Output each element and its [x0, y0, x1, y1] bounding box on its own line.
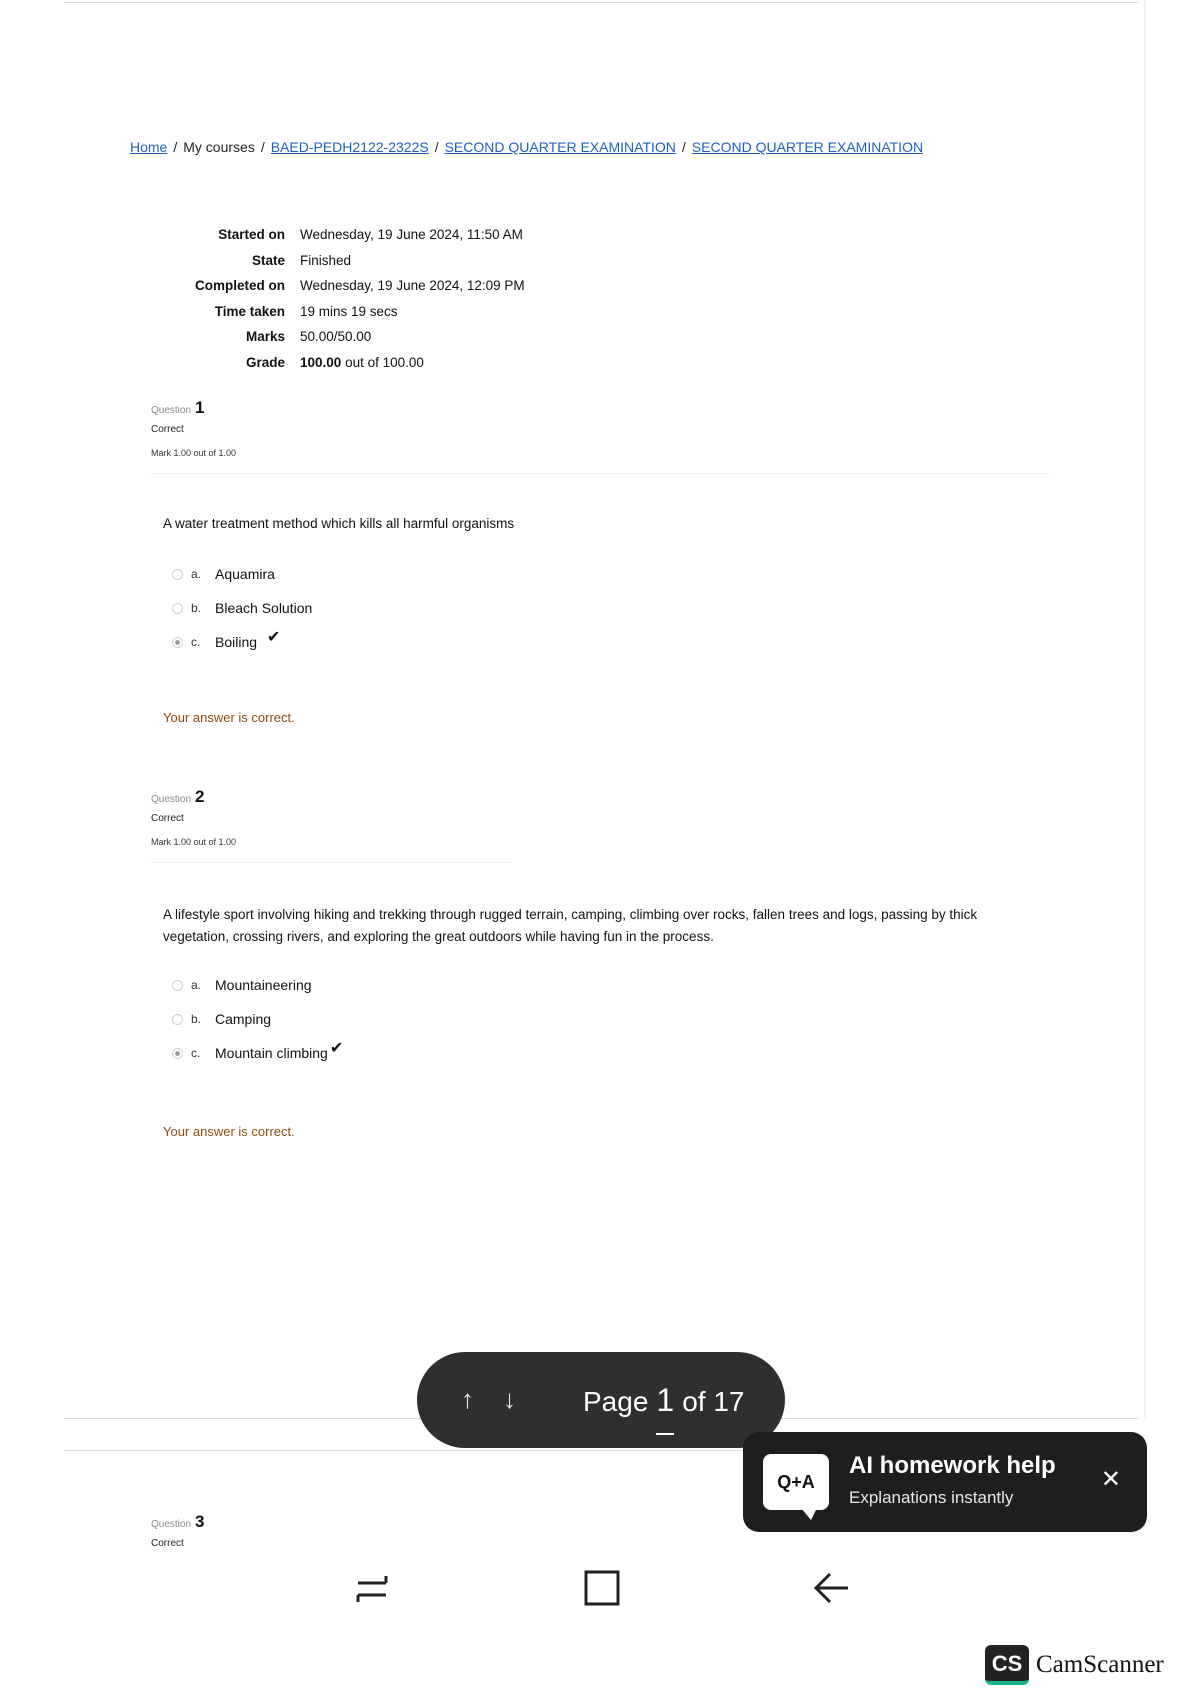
breadcrumb-home-link[interactable]: Home: [130, 139, 168, 155]
question-2-option-a[interactable]: a. Mountaineering: [172, 975, 312, 995]
recent-apps-icon[interactable]: [352, 1568, 392, 1608]
camscanner-watermark: CamScanner: [1036, 1651, 1164, 1678]
question-1-text: A water treatment method which kills all harmful organisms: [163, 516, 515, 531]
question-2-option-c[interactable]: c. Mountain climbing ✔: [172, 1043, 343, 1063]
radio-option-a[interactable]: [172, 980, 183, 991]
question-2-text: A lifestyle sport involving hiking and trekking through rugged terrain, camping, climbing over rocks, fallen trees and logs, passing by thick vegetation, crossing rivers, and exploring the great outdoors while having fun in the process.: [163, 907, 978, 944]
back-arrow-icon[interactable]: [812, 1568, 852, 1608]
breadcrumb-my-courses[interactable]: My courses: [183, 139, 255, 155]
question-1-divider: [150, 473, 1050, 474]
summary-row-time-taken: Time taken 19 mins 19 secs: [214, 303, 398, 319]
camscanner-logo: CS: [985, 1645, 1029, 1685]
summary-row-started: Started on Wednesday, 19 June 2024, 11:50 AM: [218, 227, 523, 243]
question-1-option-b[interactable]: b. Bleach Solution: [172, 598, 312, 618]
page-navigator: [417, 1352, 785, 1448]
summary-row-marks: Marks 50.00/50.00: [245, 329, 372, 345]
ai-homework-help-banner[interactable]: [743, 1432, 1147, 1532]
question-1-state: Correct: [151, 424, 184, 435]
close-icon[interactable]: ✕: [1100, 1466, 1121, 1493]
qa-chat-icon: Q+A: [763, 1454, 829, 1510]
radio-option-c-selected[interactable]: [172, 637, 183, 648]
current-page-number[interactable]: 1: [656, 1382, 675, 1418]
question-3-state: Correct: [151, 1538, 184, 1546]
summary-row-grade: Grade 100.00 out of 100.00: [245, 354, 424, 370]
grade-out-of: out of 100.00: [345, 354, 424, 370]
question-1-mark: Mark 1.00 out of 1.00: [151, 448, 237, 458]
summary-row-state: State Finished: [251, 252, 352, 268]
question-2-state: Correct: [151, 813, 184, 824]
summary-row-completed: Completed on Wednesday, 19 June 2024, 12:09 PM: [195, 278, 525, 294]
correct-check-icon: ✔: [267, 629, 281, 646]
page-indicator: Page 1 of 17: [583, 1382, 745, 1418]
question-2-number: Question 2: [151, 787, 205, 806]
toast-title: AI homework help: [849, 1452, 1056, 1479]
attempt-summary-table: [150, 222, 525, 375]
radio-option-a[interactable]: [172, 569, 183, 580]
breadcrumb-course-link[interactable]: BAED-PEDH2122-2322S: [270, 139, 429, 155]
home-square-icon[interactable]: [582, 1568, 622, 1608]
page-down-icon[interactable]: ↓: [503, 1384, 516, 1414]
radio-option-c-selected[interactable]: [172, 1048, 183, 1059]
breadcrumb-exam-link[interactable]: SECOND QUARTER EXAMINATION: [444, 139, 676, 155]
question-1-option-c[interactable]: c. Boiling ✔: [172, 632, 280, 652]
question-2-option-b[interactable]: b. Camping: [172, 1009, 271, 1029]
correct-check-icon: ✔: [329, 1040, 344, 1057]
question-2-mark: Mark 1.00 out of 1.00: [151, 837, 237, 847]
document-page: [64, 0, 1146, 1418]
grade-value: 100.00: [300, 354, 342, 370]
question-2-feedback: Your answer is correct.: [163, 1124, 295, 1139]
toast-subtitle: Explanations instantly: [849, 1488, 1014, 1507]
radio-option-b[interactable]: [172, 1014, 183, 1025]
question-1-option-a[interactable]: a. Aquamira: [172, 564, 275, 584]
breadcrumb-exam-page-link[interactable]: SECOND QUARTER EXAMINATION: [691, 139, 924, 155]
question-2-divider: [150, 862, 510, 863]
question-1-feedback: Your answer is correct.: [163, 710, 295, 725]
page-up-icon[interactable]: ↑: [461, 1384, 474, 1414]
radio-option-b[interactable]: [172, 603, 183, 614]
page-top-border: [64, 2, 1138, 3]
question-1-number: Question 1: [151, 398, 205, 417]
breadcrumb: Home / My courses / BAED-PEDH2122-2322S / SECOND QUARTER EXAMINATION / SECOND QUARTER EXAMINATION: [130, 139, 924, 155]
question-3-number: Question 3: [151, 1512, 205, 1531]
